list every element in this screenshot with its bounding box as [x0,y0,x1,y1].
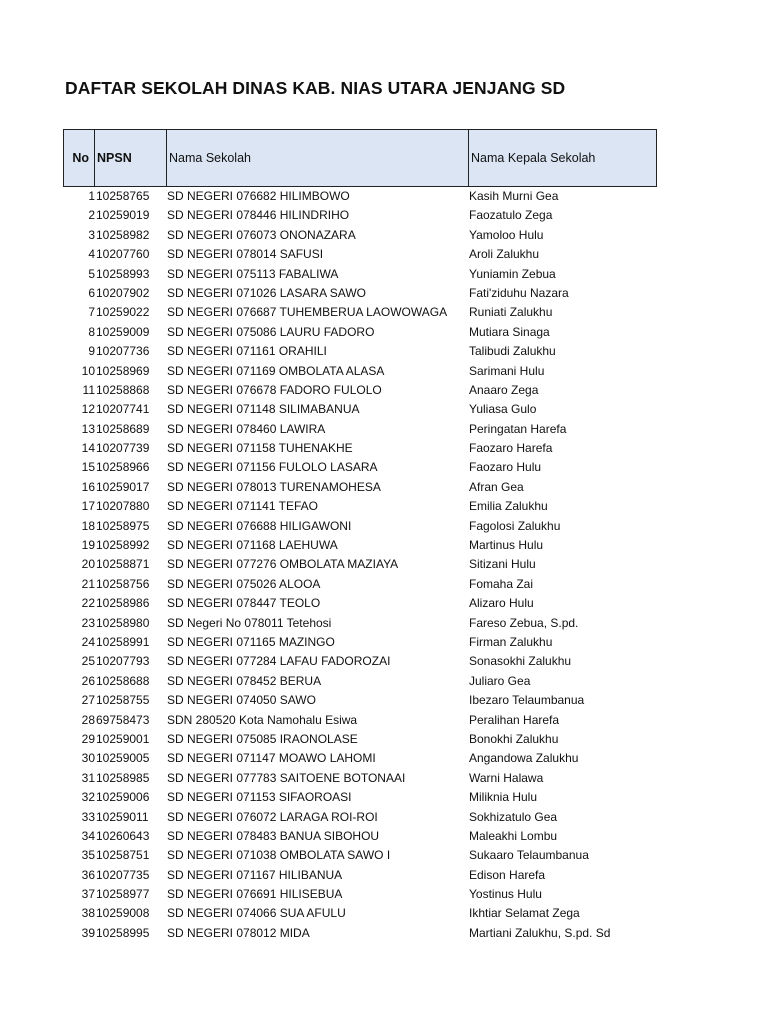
cell-nama-sekolah: SD NEGERI 071147 MOAWO LAHOMI [167,751,376,766]
cell-no: 28 [81,712,95,727]
table-row [63,924,663,943]
cell-no: 1 [88,189,95,203]
cell-no: 24 [81,634,95,649]
cell-npsn: 10258991 [96,634,150,649]
cell-no: 5 [88,266,95,281]
table-row [63,245,663,264]
table-body [63,187,663,943]
cell-no: 38 [81,906,95,921]
cell-npsn: 10258985 [96,770,150,785]
cell-no: 13 [81,421,95,436]
cell-nama-kepala-sekolah: Yuliasa Gulo [469,402,537,417]
cell-no: 37 [81,887,95,902]
cell-nama-sekolah: SD NEGERI 075113 FABALIWA [167,266,339,281]
table-row [63,400,663,419]
cell-npsn: 10259008 [96,906,150,921]
header-nama-sekolah: Nama Sekolah [167,130,469,186]
header-no: No [64,130,95,186]
cell-nama-sekolah: SD NEGERI 078012 MIDA [167,925,310,940]
cell-no: 23 [81,615,95,630]
cell-nama-kepala-sekolah: Maleakhi Lombu [469,828,558,843]
table-row [63,206,663,225]
table-header [63,129,657,187]
cell-npsn: 10258995 [96,925,150,940]
cell-no: 29 [81,731,95,746]
cell-nama-kepala-sekolah: Aroli Zalukhu [469,247,540,262]
cell-no: 36 [81,867,95,882]
cell-npsn: 10258986 [96,596,150,611]
cell-npsn: 10207741 [96,402,150,417]
table-row [63,866,663,885]
cell-nama-sekolah: SD NEGERI 071141 TEFAO [167,499,318,514]
table-row [63,420,663,439]
cell-no: 35 [81,848,95,863]
cell-nama-kepala-sekolah: Yuniamin Zebua [469,266,556,281]
cell-npsn: 10259019 [96,208,150,223]
table-row [63,555,663,574]
cell-nama-sekolah: SD NEGERI 077284 LAFAU FADOROZAI [167,654,391,669]
cell-nama-kepala-sekolah: Fomaha Zai [469,576,534,591]
cell-nama-kepala-sekolah: Fareso Zebua, S.pd. [469,615,579,630]
cell-no: 34 [81,828,95,843]
cell-no: 11 [82,382,95,397]
cell-no: 2 [88,208,95,223]
cell-npsn: 10258868 [96,382,150,397]
table-row [63,691,663,710]
cell-nama-sekolah: SD NEGERI 071167 HILIBANUA [167,867,343,882]
cell-nama-sekolah: SD NEGERI 076691 HILISEBUA [167,887,343,902]
cell-nama-kepala-sekolah: Faozaro Harefa [469,441,553,456]
cell-no: 7 [88,305,95,320]
cell-npsn: 10258756 [96,576,150,591]
table-row [63,517,663,536]
cell-nama-sekolah: SD NEGERI 076678 FADORO FULOLO [167,382,382,397]
cell-nama-sekolah: SD NEGERI 078447 TEOLO [167,596,321,611]
cell-no: 4 [88,247,95,262]
cell-npsn: 10259009 [96,324,150,339]
table-row [63,904,663,923]
cell-nama-sekolah: SD NEGERI 071158 TUHENAKHE [167,441,353,456]
cell-nama-kepala-sekolah: Juliaro Gea [469,673,531,688]
cell-nama-sekolah: SDN 280520 Kota Namohalu Esiwa [167,712,358,727]
cell-npsn: 10258755 [96,693,150,708]
cell-npsn: 10259001 [96,731,150,746]
cell-nama-sekolah: SD NEGERI 075026 ALOOA [167,576,321,591]
cell-no: 25 [81,654,95,669]
cell-npsn: 10207739 [96,441,150,456]
header-npsn: NPSN [95,130,167,186]
cell-no: 3 [88,227,95,242]
cell-no: 17 [81,499,95,514]
cell-nama-kepala-sekolah: Runiati Zalukhu [469,305,553,320]
cell-nama-kepala-sekolah: Anaaro Zega [469,382,539,397]
cell-nama-sekolah: SD NEGERI 075085 IRAONOLASE [167,731,358,746]
cell-npsn: 10258751 [96,848,150,863]
cell-no: 31 [81,770,95,785]
table-row [63,226,663,245]
table-row [63,323,663,342]
table-row [63,672,663,691]
cell-nama-kepala-sekolah: Sonasokhi Zalukhu [469,654,572,669]
cell-no: 14 [81,441,95,456]
cell-npsn: 10258992 [96,538,150,553]
cell-nama-kepala-sekolah: Firman Zalukhu [469,634,553,649]
cell-nama-sekolah: SD NEGERI 075086 LAURU FADORO [167,324,375,339]
table-row [63,594,663,613]
cell-nama-kepala-sekolah: Emilia Zalukhu [469,499,548,514]
cell-no: 12 [81,402,95,417]
cell-nama-sekolah: SD NEGERI 078452 BERUA [167,673,322,688]
table-row [63,342,663,361]
page-title: DAFTAR SEKOLAH DINAS KAB. NIAS UTARA JENJANG SD [65,78,566,98]
cell-no: 26 [81,673,95,688]
cell-nama-sekolah: SD NEGERI 071038 OMBOLATA SAWO I [167,848,391,863]
table-row [63,187,663,206]
table-row [63,730,663,749]
cell-nama-kepala-sekolah: Warni Halawa [469,770,544,785]
cell-nama-sekolah: SD NEGERI 074050 SAWO [167,693,316,708]
table-row [63,439,663,458]
cell-npsn: 10258975 [96,518,150,533]
cell-no: 10 [81,363,95,378]
table-row [63,362,663,381]
cell-nama-kepala-sekolah: Peralihan Harefa [469,712,560,727]
cell-nama-kepala-sekolah: Fati'ziduhu Nazara [469,285,569,300]
cell-npsn: 10258689 [96,421,150,436]
table-row [63,711,663,730]
cell-nama-kepala-sekolah: Sukaaro Telaumbanua [469,848,589,863]
cell-npsn: 10258969 [96,363,150,378]
table-row [63,303,663,322]
cell-nama-kepala-sekolah: Ikhtiar Selamat Zega [469,906,580,921]
cell-nama-kepala-sekolah: Bonokhi Zalukhu [469,731,559,746]
cell-nama-sekolah: SD NEGERI 071148 SILIMABANUA [167,402,360,417]
cell-npsn: 10207793 [96,654,150,669]
cell-nama-sekolah: SD NEGERI 071168 LAEHUWA [167,538,338,553]
cell-no: 27 [81,693,95,708]
cell-no: 33 [81,809,95,824]
table-row [63,458,663,477]
table-row [63,575,663,594]
cell-nama-sekolah: SD NEGERI 076682 HILIMBOWO [167,189,350,203]
cell-nama-kepala-sekolah: Afran Gea [469,479,524,494]
cell-npsn: 10259006 [96,790,150,805]
cell-nama-kepala-sekolah: Edison Harefa [469,867,546,882]
cell-nama-sekolah: SD NEGERI 078013 TURENAMOHESA [167,479,381,494]
cell-npsn: 10259005 [96,751,150,766]
table-row [63,749,663,768]
table-row [63,769,663,788]
table-row [63,497,663,516]
cell-npsn: 10258993 [96,266,150,281]
cell-npsn: 69758473 [96,712,150,727]
cell-nama-sekolah: SD NEGERI 076073 ONONAZARA [167,227,356,242]
cell-npsn: 10258980 [96,615,150,630]
table-row [63,536,663,555]
cell-nama-kepala-sekolah: Faozaro Hulu [469,460,542,475]
table-row [63,885,663,904]
cell-nama-kepala-sekolah: Martiani Zalukhu, S.pd. Sd [469,925,611,940]
cell-nama-sekolah: SD NEGERI 078483 BANUA SIBOHOU [167,828,380,843]
cell-nama-kepala-sekolah: Martinus Hulu [469,538,544,553]
table-row [63,846,663,865]
cell-nama-sekolah: SD NEGERI 076688 HILIGAWONI [167,518,352,533]
table-row [63,827,663,846]
cell-nama-kepala-sekolah: Peringatan Harefa [469,421,567,436]
table-row [63,788,663,807]
cell-nama-sekolah: SD NEGERI 077783 SAITOENE BOTONAAI [167,770,406,785]
table-row [63,633,663,652]
cell-nama-sekolah: SD NEGERI 078014 SAFUSI [167,247,324,262]
cell-nama-sekolah: SD NEGERI 071161 ORAHILI [167,344,327,359]
cell-npsn: 10207736 [96,344,150,359]
cell-npsn: 10207902 [96,285,150,300]
cell-npsn: 10258765 [96,189,150,203]
cell-npsn: 10259022 [96,305,150,320]
cell-npsn: 10260643 [96,828,150,843]
cell-nama-kepala-sekolah: Faozatulo Zega [469,208,553,223]
table-row [63,381,663,400]
cell-nama-sekolah: SD NEGERI 077276 OMBOLATA MAZIAYA [167,557,399,572]
cell-no: 15 [81,460,95,475]
cell-nama-sekolah: SD NEGERI 076687 TUHEMBERUA LAOWOWAGA [167,305,448,320]
cell-no: 20 [81,557,95,572]
cell-nama-kepala-sekolah: Angandowa Zalukhu [469,751,579,766]
table-row [63,808,663,827]
cell-no: 39 [81,925,95,940]
cell-no: 19 [81,538,95,553]
table-row [63,265,663,284]
cell-nama-kepala-sekolah: Mutiara Sinaga [469,324,550,339]
cell-npsn: 10259011 [96,809,149,824]
cell-npsn: 10207735 [96,867,150,882]
cell-nama-sekolah: SD NEGERI 078446 HILINDRIHO [167,208,350,223]
table-row [63,478,663,497]
table-row [63,284,663,303]
cell-no: 21 [81,576,95,591]
cell-nama-kepala-sekolah: Miliknia Hulu [469,790,538,805]
cell-nama-sekolah: SD NEGERI 078460 LAWIRA [167,421,326,436]
cell-nama-sekolah: SD NEGERI 074066 SUA AFULU [167,906,346,921]
cell-npsn: 10207880 [96,499,150,514]
cell-npsn: 10258966 [96,460,150,475]
cell-nama-sekolah: SD NEGERI 071165 MAZINGO [167,634,335,649]
cell-no: 30 [81,751,95,766]
cell-no: 8 [88,324,95,339]
cell-npsn: 10207760 [96,247,150,262]
cell-no: 16 [81,479,95,494]
cell-npsn: 10258977 [96,887,150,902]
cell-no: 22 [81,596,95,611]
table-row [63,614,663,633]
cell-npsn: 10258688 [96,673,150,688]
cell-npsn: 10258982 [96,227,150,242]
cell-nama-sekolah: SD NEGERI 071156 FULOLO LASARA [167,460,378,475]
cell-nama-kepala-sekolah: Talibudi Zalukhu [469,344,556,359]
cell-nama-kepala-sekolah: Yostinus Hulu [469,887,542,902]
cell-no: 32 [81,790,95,805]
cell-npsn: 10258871 [96,557,150,572]
cell-nama-sekolah: SD NEGERI 071153 SIFAOROASI [167,790,352,805]
cell-nama-kepala-sekolah: Sitizani Hulu [469,557,536,572]
cell-nama-sekolah: SD Negeri No 078011 Tetehosi [167,615,332,630]
cell-npsn: 10259017 [96,479,150,494]
cell-nama-kepala-sekolah: Ibezaro Telaumbanua [469,693,585,708]
cell-nama-sekolah: SD NEGERI 076072 LARAGA ROI-ROI [167,809,378,824]
cell-nama-kepala-sekolah: Yamoloo Hulu [469,227,544,242]
cell-no: 18 [81,518,95,533]
table-row [63,652,663,671]
cell-nama-sekolah: SD NEGERI 071026 LASARA SAWO [167,285,366,300]
cell-nama-kepala-sekolah: Fagolosi Zalukhu [469,518,561,533]
cell-nama-sekolah: SD NEGERI 071169 OMBOLATA ALASA [167,363,385,378]
cell-nama-kepala-sekolah: Kasih Murni Gea [469,189,559,203]
cell-no: 6 [88,285,95,300]
cell-nama-kepala-sekolah: Sokhizatulo Gea [469,809,558,824]
cell-no: 9 [88,344,95,359]
header-nama-kepala-sekolah: Nama Kepala Sekolah [471,151,596,165]
cell-nama-kepala-sekolah: Sarimani Hulu [469,363,545,378]
cell-nama-kepala-sekolah: Alizaro Hulu [469,596,534,611]
